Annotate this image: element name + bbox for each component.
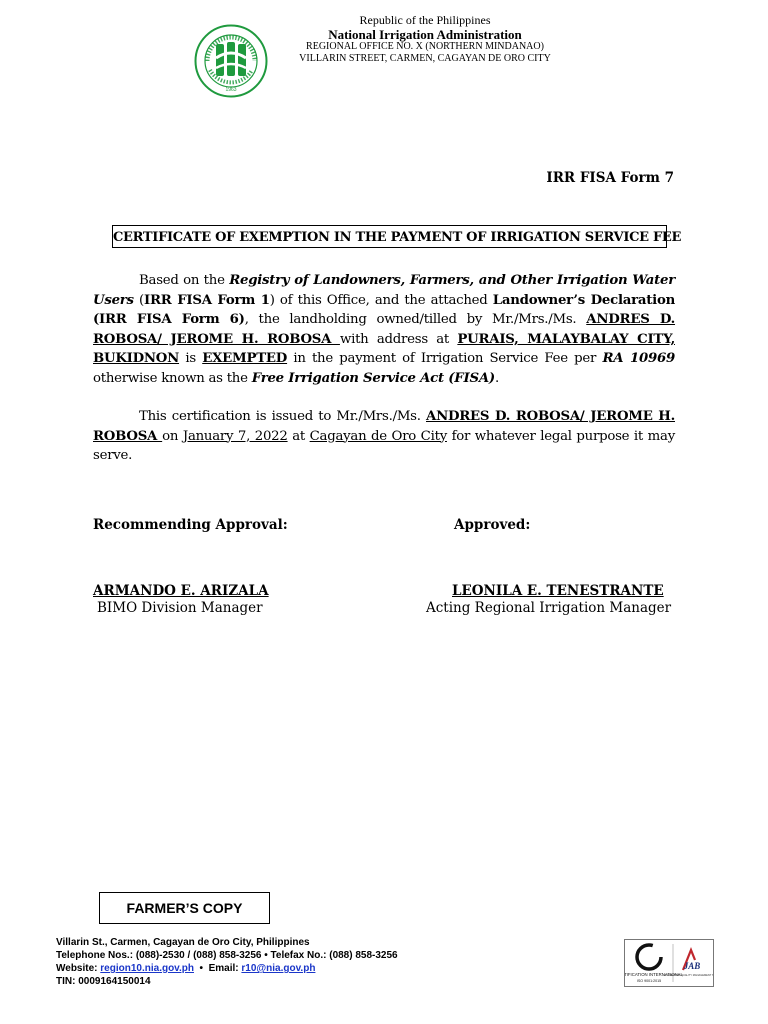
svg-text:1963: 1963	[225, 87, 237, 93]
act-name: Free Irrigation Service Act (FISA)	[251, 370, 495, 386]
certificate-body-paragraph: Based on the Registry of Landowners, Farmers, and Other Irrigation Water Users (IRR FISA Form 1) of this Office, and the attached Landowner’s Declaration (IRR FISA Form 6), the landholding owned/tilled by Mr./Mrs./Ms. ANDRES D. ROBOSA/ JEROME H. ROBOSA with address at PURAIS, MALAYBALAY CITY, BUKIDNON is EXEMPTED in the payment of Irrigation Service Fee per RA 10969 otherwise known as the Free Irrigation Service Act (FISA).	[93, 273, 676, 386]
exemption-status: EXEMPTED	[202, 351, 288, 367]
landowner-declaration-reference: Landowner’s Declaration (IRR FISA Form 6)	[93, 292, 676, 328]
approved-label: Approved:	[454, 517, 531, 533]
svg-text:JAB: JAB	[683, 961, 701, 971]
certificate-title: CERTIFICATE OF EXEMPTION IN THE PAYMENT OF IRRIGATION SERVICE FEE	[112, 225, 667, 248]
email-link[interactable]: r10@nia.gov.ph	[241, 963, 316, 974]
header-republic: Republic of the Philippines	[359, 13, 491, 27]
header-regional-office: REGIONAL OFFICE NO. X (NORTHERN MINDANAO)	[306, 41, 544, 52]
issue-date: January 7, 2022	[182, 428, 288, 444]
footer-address: Villarin St., Carmen, Cagayan de Oro City, Philippines	[56, 937, 310, 948]
approver-name: LEONILA E. TENESTRANTE	[452, 583, 664, 599]
landowner-address: PURAIS, MALAYBALAY CITY, BUKIDNON	[93, 331, 675, 367]
recommender-title: BIMO Division Manager	[97, 600, 263, 616]
issue-place: Cagayan de Oro City	[309, 428, 447, 444]
footer-telephone: Telephone Nos.: (088)-2530 / (088) 858-3256 • Telefax No.: (088) 858-3256	[56, 950, 398, 961]
recipient-names: ANDRES D. ROBOSA/ JEROME H. ROBOSA	[93, 409, 675, 444]
footer-tin: TIN: 0009164150014	[56, 976, 151, 987]
landowner-names: ANDRES D. ROBOSA/ JEROME H. ROBOSA	[93, 312, 676, 347]
footer-contacts: Website: region10.nia.gov.ph • Email: r10@nia.gov.ph	[56, 963, 316, 974]
svg-text:ISO 9001:2015: ISO 9001:2015	[636, 979, 662, 983]
nia-seal-icon	[194, 24, 268, 98]
svg-text:ACCREDITED QUALITY MANAGEMENT: ACCREDITED QUALITY MANAGEMENT	[663, 974, 712, 977]
recommender-name: ARMANDO E. ARIZALA	[93, 583, 269, 599]
law-reference: RA 10969	[602, 351, 676, 367]
registry-reference: Registry of Landowners, Farmers, and Other Irrigation Water Users	[93, 273, 675, 308]
certification-issuance-paragraph: This certification is issued to Mr./Mrs./Ms. ANDRES D. ROBOSA/ JEROME H. ROBOSA on January 7, 2022 at Cagayan de Oro City for whatever legal purpose it may serve.	[93, 409, 675, 464]
form-number: IRR FISA Form 7	[546, 170, 674, 186]
copy-label: FARMER’S COPY	[99, 892, 270, 924]
svg-text:CERTIFICATION INTERNATIONAL: TIFICATION INTERNATIONAL	[625, 972, 683, 977]
website-link[interactable]: region10.nia.gov.ph	[100, 963, 194, 974]
header-address: VILLARIN STREET, CARMEN, CAGAYAN DE ORO CITY	[299, 53, 551, 64]
header-agency: National Irrigation Administration	[328, 27, 522, 42]
recommending-approval-label: Recommending Approval:	[93, 517, 288, 533]
approver-title: Acting Regional Irrigation Manager	[426, 600, 672, 616]
certification-international-icon	[624, 939, 714, 987]
